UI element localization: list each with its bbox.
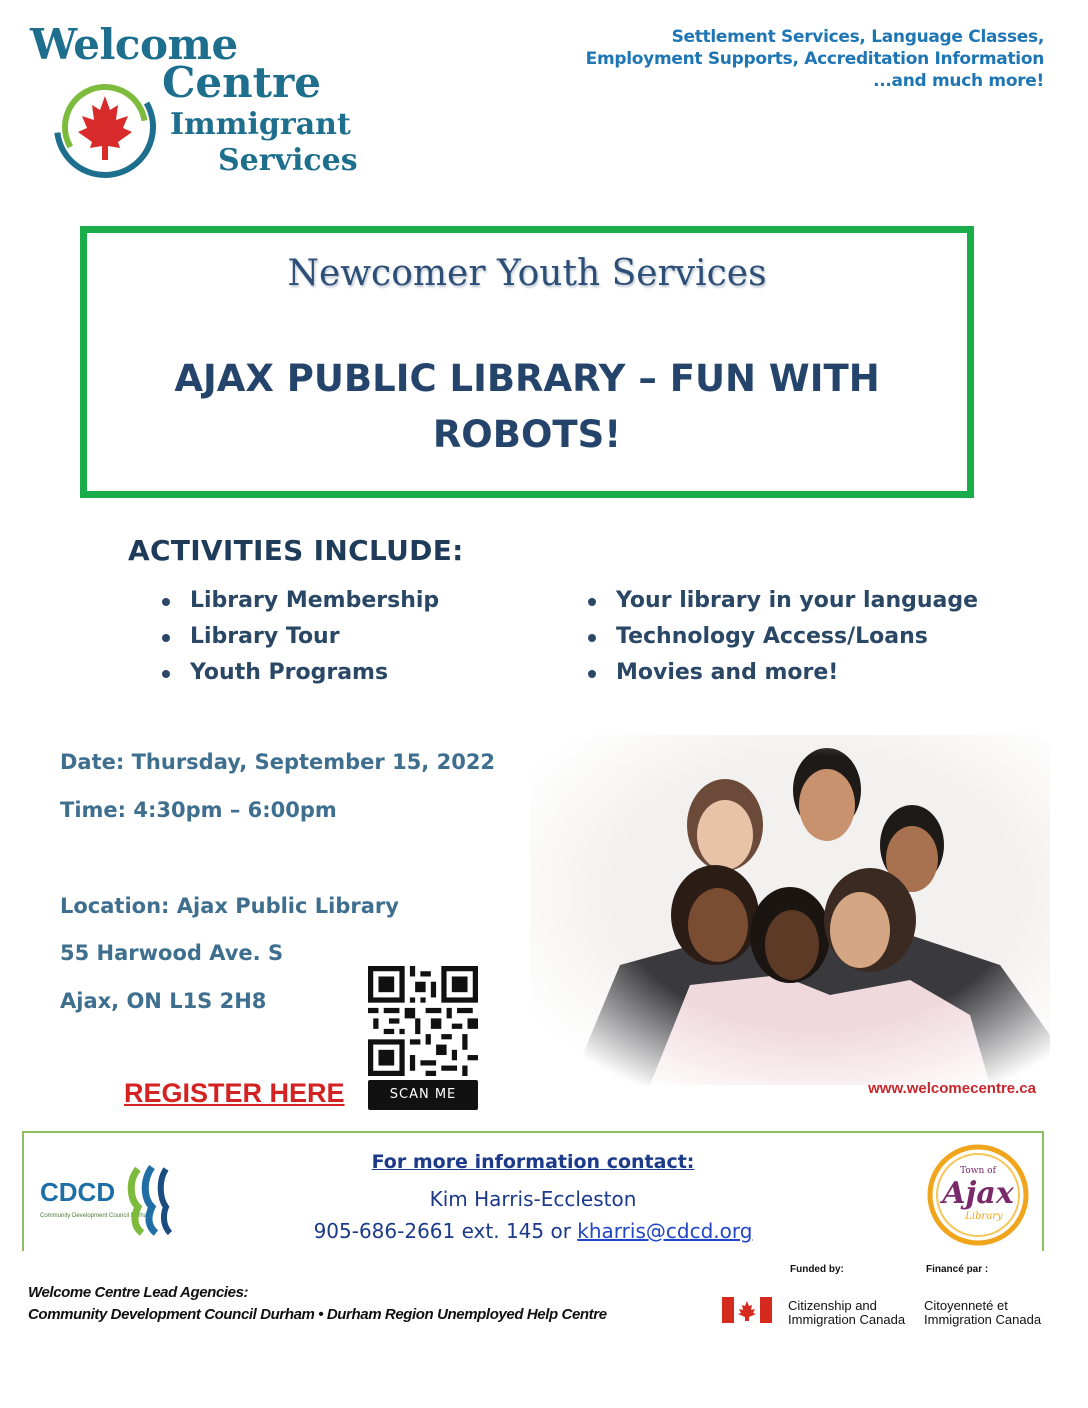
activities-list-right: [584, 583, 978, 691]
cdcd-logo-subtext: Community Development Council Durham: [40, 1213, 153, 1219]
event-address-line-2: Ajax, ON L1S 2H8: [60, 989, 267, 1013]
footer-agencies-heading: Welcome Centre Lead Agencies:: [28, 1284, 249, 1301]
website-link[interactable]: www.welcomecentre.ca: [868, 1080, 1036, 1097]
contact-heading-text: For more information contact:: [371, 1151, 695, 1173]
footer-agencies: [28, 1282, 607, 1326]
contact-phone: 905-686-2661 ext. 145 or: [313, 1219, 578, 1243]
activity-item: Youth Programs: [158, 655, 439, 691]
contact-name: Kim Harris-Eccleston: [429, 1187, 637, 1211]
event-title: AJAX PUBLIC LIBRARY – FUN WITH ROBOTS!: [174, 357, 880, 456]
scan-me-label: SCAN ME: [368, 1080, 478, 1110]
activity-item: Library Tour: [158, 619, 439, 655]
activity-item: Your library in your language: [584, 583, 978, 619]
gov-name-french: [924, 1299, 1041, 1327]
contact-box: [22, 1131, 1044, 1251]
title-box: [80, 226, 974, 498]
ajax-logo-bottom-text: Library: [965, 1211, 1003, 1222]
contact-phone-line: [24, 1219, 1042, 1243]
funded-by-label: Funded by:: [790, 1264, 844, 1275]
tagline-line-3: ...and much more!: [873, 71, 1044, 91]
ajax-library-logo: [926, 1143, 1030, 1247]
activities-heading: ACTIVITIES INCLUDE:: [128, 534, 464, 567]
finance-par-label: Financé par :: [926, 1264, 989, 1275]
activity-item: Technology Access/Loans: [584, 619, 978, 655]
gov-name-french-line-1: Citoyenneté et: [924, 1298, 1008, 1313]
cdcd-logo-text: CDCD: [40, 1177, 116, 1207]
event-location: Location: Ajax Public Library: [60, 894, 399, 918]
welcome-centre-logo: [30, 22, 380, 182]
contact-heading: [24, 1151, 1042, 1173]
contact-email-link[interactable]: kharris@cdcd.org: [577, 1219, 753, 1243]
qr-code-icon: [368, 966, 478, 1076]
footer-agencies-list: Community Development Council Durham • Durham Region Unemployed Help Centre: [28, 1306, 607, 1323]
activities-list-left: [158, 583, 439, 691]
event-date: Date: Thursday, September 15, 2022: [60, 750, 496, 774]
youth-group-photo: [530, 735, 1050, 1085]
tagline-line-2: Employment Supports, Accreditation Information: [585, 49, 1044, 69]
activity-item: Library Membership: [158, 583, 439, 619]
event-time: Time: 4:30pm – 6:00pm: [60, 798, 337, 822]
gov-name-english: [788, 1299, 905, 1327]
ajax-logo-text: Ajax: [942, 1176, 1014, 1211]
tagline-line-1: Settlement Services, Language Classes,: [671, 27, 1044, 47]
services-tagline: [586, 26, 1044, 92]
qr-code[interactable]: [368, 966, 478, 1112]
gov-name-english-line-2: Immigration Canada: [788, 1312, 906, 1327]
logo-word-services: Services: [218, 143, 358, 178]
register-link[interactable]: REGISTER HERE: [124, 1078, 345, 1108]
activity-item: Movies and more!: [584, 655, 978, 691]
ajax-logo-top-text: Town of: [960, 1166, 996, 1176]
logo-word-centre: Centre: [162, 58, 321, 107]
canada-flag-icon: [722, 1297, 772, 1323]
maple-leaf-icon: [50, 72, 160, 182]
gov-name-english-line-1: Citizenship and: [788, 1298, 877, 1313]
logo-word-immigrant: Immigrant: [170, 107, 351, 142]
program-subtitle: Newcomer Youth Services: [287, 253, 767, 294]
logo-word-welcome: Welcome: [30, 20, 238, 69]
event-address-line-1: 55 Harwood Ave. S: [60, 941, 284, 965]
gov-name-french-line-2: Immigration Canada: [924, 1312, 1042, 1327]
